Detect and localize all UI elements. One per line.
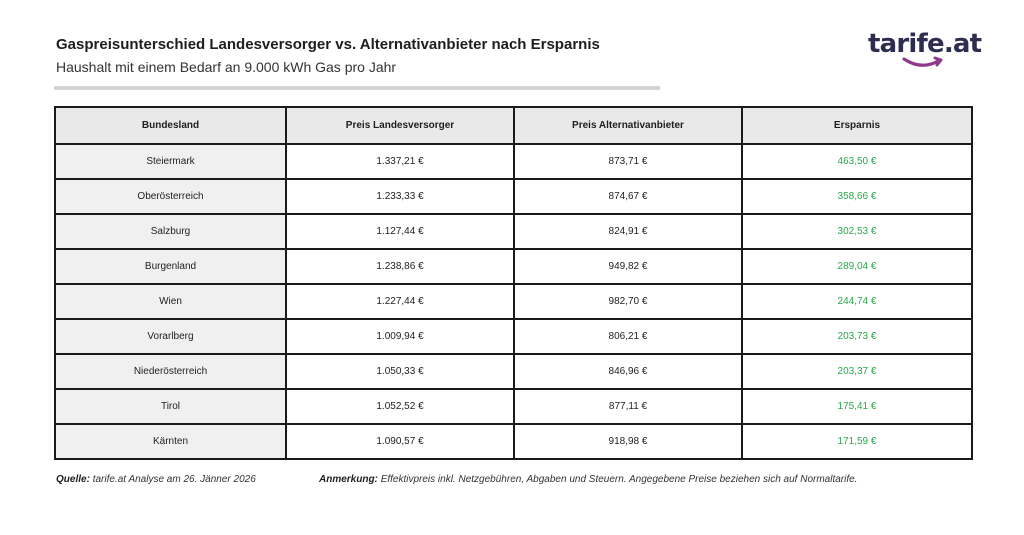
table-row [55,214,972,249]
cell-bundesland: Oberösterreich [55,179,286,214]
cell-preis-landesversorger: 1.227,44 € [286,284,514,319]
column-header-ersparnis: Ersparnis [742,107,972,144]
table-row [55,144,972,179]
cell-preis-alternativanbieter: 949,82 € [514,249,742,284]
table-row [55,249,972,284]
cell-bundesland: Tirol [55,389,286,424]
cell-preis-landesversorger: 1.090,57 € [286,424,514,459]
cell-bundesland: Kärnten [55,424,286,459]
cell-ersparnis: 302,53 € [742,214,972,249]
note-label: Anmerkung: [319,474,378,485]
footer-source [56,474,256,485]
cell-ersparnis: 289,04 € [742,249,972,284]
cell-preis-landesversorger: 1.233,33 € [286,179,514,214]
table-header-row [55,107,972,144]
header-divider [54,86,660,90]
cell-preis-landesversorger: 1.050,33 € [286,354,514,389]
page-subtitle: Haushalt mit einem Bedarf an 9.000 kWh Gas pro Jahr [56,59,397,75]
cell-bundesland: Burgenland [55,249,286,284]
tarife-logo [862,26,982,74]
cell-preis-alternativanbieter: 824,91 € [514,214,742,249]
table-row [55,179,972,214]
table-row [55,319,972,354]
cell-preis-alternativanbieter: 877,11 € [514,389,742,424]
cell-preis-landesversorger: 1.009,94 € [286,319,514,354]
cell-ersparnis: 463,50 € [742,144,972,179]
table-row [55,284,972,319]
cell-bundesland: Salzburg [55,214,286,249]
cell-preis-alternativanbieter: 806,21 € [514,319,742,354]
cell-ersparnis: 358,66 € [742,179,972,214]
cell-ersparnis: 175,41 € [742,389,972,424]
gas-price-table [54,106,973,460]
source-label: Quelle: [56,474,90,485]
cell-ersparnis: 203,37 € [742,354,972,389]
cell-preis-landesversorger: 1.238,86 € [286,249,514,284]
cell-preis-landesversorger: 1.052,52 € [286,389,514,424]
cell-preis-landesversorger: 1.337,21 € [286,144,514,179]
column-header-preis-alternativanbieter: Preis Alternativanbieter [514,107,742,144]
cell-ersparnis: 203,73 € [742,319,972,354]
table-row [55,389,972,424]
cell-preis-alternativanbieter: 982,70 € [514,284,742,319]
cell-bundesland: Steiermark [55,144,286,179]
page-title: Gaspreisunterschied Landesversorger vs. Alternativanbieter nach Ersparnis [56,36,600,53]
note-text: Effektivpreis inkl. Netzgebühren, Abgaben und Steuern. Angegebene Preise beziehen sich auf Normaltarife. [380,474,858,485]
cell-preis-alternativanbieter: 846,96 € [514,354,742,389]
cell-ersparnis: 171,59 € [742,424,972,459]
column-header-bundesland: Bundesland [55,107,286,144]
table-row [55,424,972,459]
cell-preis-alternativanbieter: 874,67 € [514,179,742,214]
cell-ersparnis: 244,74 € [742,284,972,319]
logo-text: tarife.at [868,29,982,59]
column-header-preis-landesversorger: Preis Landesversorger [286,107,514,144]
cell-preis-alternativanbieter: 873,71 € [514,144,742,179]
cell-preis-alternativanbieter: 918,98 € [514,424,742,459]
cell-bundesland: Niederösterreich [55,354,286,389]
table-row [55,354,972,389]
footer-note [319,474,857,485]
cell-preis-landesversorger: 1.127,44 € [286,214,514,249]
cell-bundesland: Wien [55,284,286,319]
cell-bundesland: Vorarlberg [55,319,286,354]
logo-smile-icon [902,56,946,70]
source-text: tarife.at Analyse am 26. Jänner 2026 [92,474,256,485]
